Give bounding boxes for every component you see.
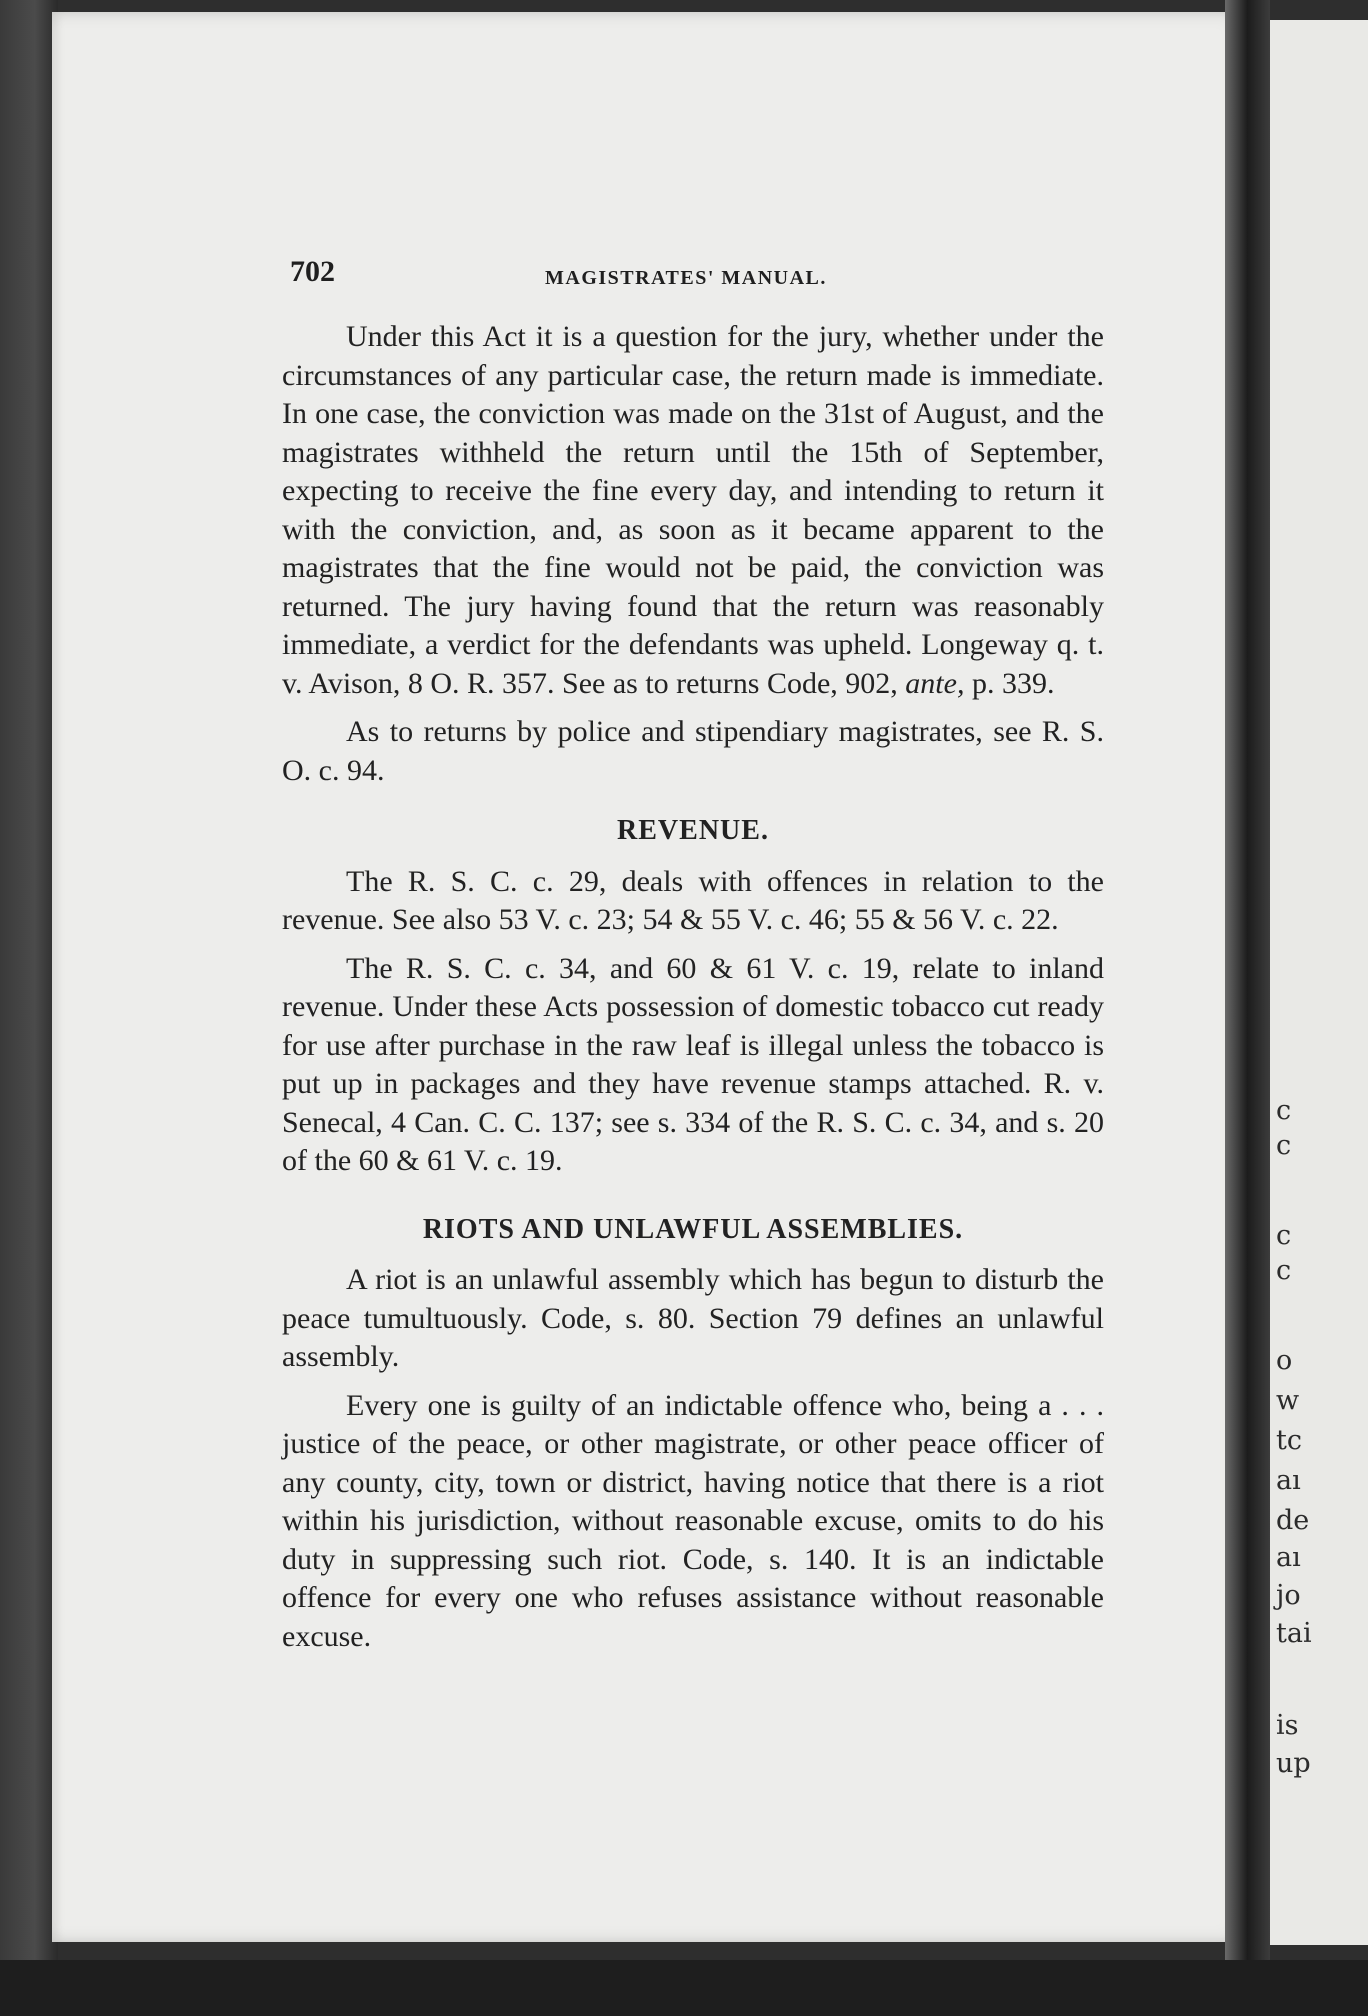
paragraph-riot-definition: A riot is an unlawful assembly which has begun to disturb the peace tumultuously. Code, s. 80. Section 79 defines an unlawful assembly. — [282, 1263, 1104, 1373]
facing-page-fragment: aı — [1276, 1465, 1301, 1496]
facing-page-fragment: c — [1276, 1255, 1292, 1286]
facing-page-fragment: is — [1276, 1710, 1299, 1741]
running-head — [290, 255, 1110, 295]
scan-bottom-edge — [0, 1960, 1368, 2016]
facing-page-edge — [1270, 20, 1368, 1945]
facing-page-fragment: up — [1276, 1748, 1311, 1779]
heading-riots: RIOTS AND UNLAWFUL ASSEMBLIES. — [422, 1213, 964, 1245]
facing-page-fragment: jo — [1276, 1580, 1301, 1611]
paragraph-police-returns: As to returns by police and stipendiary magistrates, see R. S. O. c. 94. — [282, 715, 1104, 787]
running-title: MAGISTRATES' MANUAL. — [545, 267, 827, 289]
paragraph-riot-duty: Every one is guilty of an indictable offence who, being a . . . justice of the peace, or other magistrate, or other peace officer of any county, city, town or district, having notice that there is a riot within his jurisdiction, without reasonable excuse, omits to do his duty in suppressing such riot. Code, s. 140. It is an indictable offence for every one who refuses assistance without reasonable excuse. — [282, 1388, 1104, 1653]
facing-page-fragment: w — [1276, 1385, 1300, 1416]
heading-revenue: REVENUE. — [617, 815, 769, 846]
facing-page-fragment: tai — [1276, 1618, 1312, 1649]
page-gutter — [1225, 0, 1270, 2016]
facing-page-fragment: o — [1276, 1345, 1293, 1376]
facing-page-fragment: de — [1276, 1505, 1310, 1536]
facing-page-fragment: c — [1276, 1095, 1292, 1126]
italic-ante: ante, — [905, 666, 965, 700]
facing-page-fragment: c — [1276, 1220, 1292, 1251]
facing-page-fragment: tc — [1276, 1425, 1302, 1456]
facing-page-fragment: c — [1276, 1130, 1292, 1161]
paragraph-revenue-offences: The R. S. C. c. 29, deals with offences in relation to the revenue. See also 53 V. c. 23; 54 & 55 V. c. 46; 55 & 56 V. c. 22. — [282, 864, 1104, 936]
book-binding — [0, 0, 58, 2016]
paragraph-return-immediate: Under this Act it is a question for the jury, whether under the circumstances of any particular case, the return made is immediate. In one case, the conviction was made on the 31st of August, and the magistrates withheld the return until the 15th of September, expecting to receive the fine every day, and intending to return it with the conviction, and, as soon as it became apparent to the magistrates that the fine would not be paid, the conviction was returned. The jury having found that the return was reasonably immediate, a verdict for the defendants was upheld. Longeway q. t. v. Avison, 8 O. R. 357. See as to returns Code, 902, ante, p. 339. — [282, 320, 1104, 700]
page-number: 702 — [290, 255, 335, 288]
facing-page-fragment: aı — [1276, 1542, 1301, 1573]
page-text — [282, 318, 1104, 1668]
paragraph-inland-revenue: The R. S. C. c. 34, and 60 & 61 V. c. 19, relate to inland revenue. Under these Acts possession of domestic tobacco cut ready for use after purchase in the raw leaf is illegal unless the tobacco is put up in packages and they have revenue stamps attached. R. v. Senecal, 4 Can. C. C. 137; see s. 334 of the R. S. C. c. 34, and s. 20 of the 60 & 61 V. c. 19. — [282, 951, 1104, 1177]
